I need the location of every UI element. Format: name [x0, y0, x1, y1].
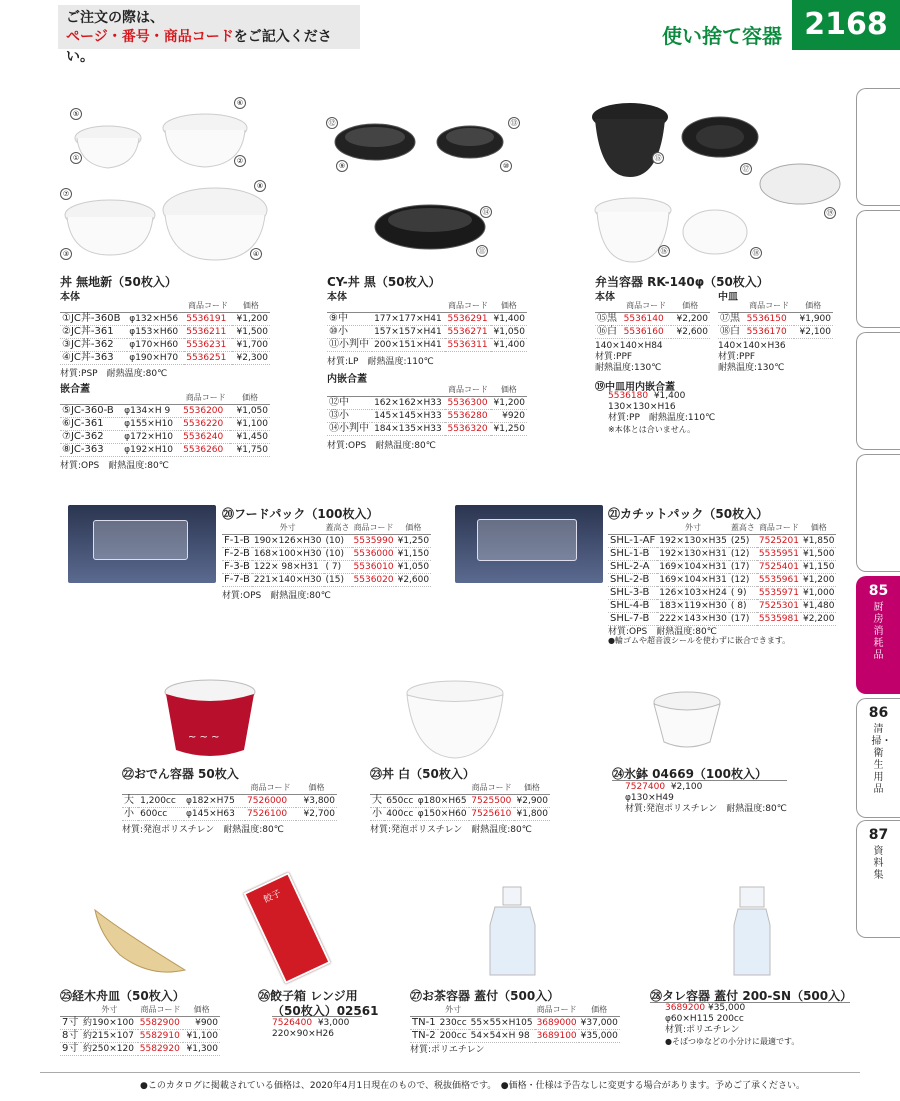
- s2-sub-lid: 内嵌合蓋: [327, 374, 367, 385]
- table-row: ⑪小判中 200×151×H41 5536311 ¥1,400: [329, 339, 525, 350]
- s3-heat2: 耐熱温度:130℃: [718, 363, 785, 373]
- s28-note: ●そばつゆなどの小分けに最適です。: [665, 1037, 800, 1046]
- kachitto-pack-image: [455, 505, 603, 583]
- s26-title1: ㉖餃子箱 レンジ用: [258, 989, 358, 1003]
- s28-price: ¥35,000: [707, 1003, 746, 1013]
- table-row: ⑰黒 5536150 ¥1,900: [720, 313, 831, 324]
- tab-blank-3[interactable]: [856, 332, 900, 450]
- s2-table: 商品コード 価格 ⑨中 177×177×H41 5536291 ¥1,400 ⑩小 157×157×H41 5536271 ¥1,050 ⑪小判中 200×151×H41 5536311 ¥1,400: [329, 301, 525, 350]
- tab-87-num: 87: [868, 827, 889, 843]
- tab-blank-4[interactable]: [856, 454, 900, 572]
- gyoza-box-image: [243, 872, 331, 984]
- s3-sub-mid: 中皿: [718, 292, 738, 303]
- s23-table: 商品コード 価格 大 650cc φ180×H65 7525500 ¥2,900 小 400cc φ150×H60 7525610 ¥1,800: [372, 783, 548, 819]
- footer-rule: [40, 1072, 860, 1073]
- s20-material: 材質:OPS 耐熱温度:80℃: [222, 591, 331, 601]
- marker-4: ④: [250, 248, 262, 260]
- s26-size: 220×90×H26: [272, 1029, 334, 1039]
- s24-title: ㉔氷鉢 04669（100枚入）: [612, 767, 767, 781]
- s2-sub-body: 本体: [327, 292, 347, 303]
- s3-lid-price: ¥1,400: [653, 391, 686, 401]
- table-row: SHL-3-B 126×103×H24 ( 9) 5535971 ¥1,000: [610, 587, 835, 598]
- category-title: 使い捨て容器: [662, 24, 782, 48]
- white-bowl-image: [400, 678, 510, 763]
- s2-lid-material: 材質:OPS 耐熱温度:80℃: [327, 441, 436, 451]
- table-row: 小 400cc φ150×H60 7525610 ¥1,800: [372, 808, 548, 819]
- notice-rest: をご記入ください。: [66, 29, 332, 65]
- s21-table: 外寸 蓋高さ 商品コード 価格 SHL-1-AF 192×130×H35 (25) 7525201 ¥1,850 SHL-1-B 192×130×H31 (12) 5535951 ¥1,500 SHL-2-A 169×104×H31 (17) 7525401 ¥1,150 SHL-2-B 169×104×H31 (12) 5535961 ¥1,200 SHL-3-B 126×103×H24 ( 9) 5535971 ¥1,000 SHL-4-B 183×119×H30 ( 8) 7525301 ¥1,480 SHL-7-B 222×143×H30 (17) 5535981 ¥2,200: [610, 523, 835, 624]
- table-row: 9寸 約250×120 5582920 ¥1,300: [62, 1043, 218, 1054]
- table-row: F-2-B 168×100×H30 (10) 5536000 ¥1,150: [224, 548, 430, 559]
- s25-title: ㉕経木舟皿（50枚入）: [60, 989, 185, 1003]
- table-row: ⑱白 5536170 ¥2,100: [720, 326, 831, 337]
- s3-lid-note: ※本体とは合いません。: [608, 425, 696, 434]
- table-row: ⑮黒 5536140 ¥2,200: [597, 313, 708, 324]
- table-row: ⑬小 145×145×H33 5536280 ¥920: [329, 410, 525, 421]
- marker-8: ⑧: [254, 180, 266, 192]
- marker-19: ⑲: [824, 207, 836, 219]
- marker-5: ⑤: [70, 108, 82, 120]
- table-row: 7寸 約190×100 5582900 ¥900: [62, 1017, 218, 1028]
- s24-code: 7527400: [625, 782, 666, 792]
- s3-table: 商品コード 価格 ⑮黒 5536140 ¥2,200 ⑯白 5536160 ¥2,600: [597, 301, 708, 337]
- marker-12: ⑫: [326, 117, 338, 129]
- s3-mat2: 材質:PPF: [718, 352, 756, 362]
- s3-mid-table: 商品コード 価格 ⑰黒 5536150 ¥1,900 ⑱白 5536170 ¥2,100: [720, 301, 831, 337]
- table-row: ③JC丼-362 φ170×H60 5536231 ¥1,700: [62, 339, 268, 350]
- table-row: ⑩小 157×157×H41 5536271 ¥1,050: [329, 326, 525, 337]
- s3-title: 弁当容器 RK-140φ（50枚入）: [595, 275, 769, 289]
- s26-rule: [272, 1016, 362, 1017]
- s21-note: ●輪ゴムや超音波シールを使わずに嵌合できます。: [608, 636, 791, 645]
- s23-material: 材質:発泡ポリスチレン 耐熱温度:80℃: [370, 825, 532, 835]
- tab-86-label: 清掃・衛生用品: [871, 724, 892, 795]
- s2-lid-table: 商品コード 価格 ⑫中 162×162×H33 5536300 ¥1,200 ⑬小 145×145×H33 5536280 ¥920 ⑭小判中 184×135×H33 5536320 ¥1,250: [329, 385, 525, 434]
- tab-86[interactable]: [856, 698, 900, 818]
- s24-price: ¥2,100: [670, 782, 703, 792]
- s3-sub-lid: ⑲中皿用内嵌合蓋: [595, 382, 675, 393]
- table-row: F-7-B 221×140×H30 (15) 5536020 ¥2,600: [224, 574, 430, 585]
- footer-note: ●このカタログに掲載されている価格は、2020年4月1日現在のもので、税抜価格です。 ●価格・仕様は予告なしに変更する場合があります。予めご了承ください。: [140, 1081, 805, 1091]
- marker-14: ⑭: [480, 206, 492, 218]
- svg-text:~ ~ ~: ~ ~ ~: [188, 732, 220, 743]
- table-row: SHL-2-B 169×104×H31 (12) 5535961 ¥1,200: [610, 574, 835, 585]
- table-row: SHL-4-B 183×119×H30 ( 8) 7525301 ¥1,480: [610, 600, 835, 611]
- table-row: 大 650cc φ180×H65 7525500 ¥2,900: [372, 795, 548, 806]
- table-row: SHL-1-AF 192×130×H35 (25) 7525201 ¥1,850: [610, 535, 835, 546]
- s21-material: 材質:OPS 耐熱温度:80℃: [608, 627, 717, 637]
- notice-line1: ご注文の際は、: [66, 10, 164, 26]
- s3-size2: 140×140×H36: [718, 341, 786, 351]
- gyoza-box-text: 餃子: [262, 888, 283, 906]
- s2-title: CY-丼 黒（50枚入）: [327, 275, 441, 289]
- s28-title: ㉘タレ容器 蓋付 200-SN（500入）: [650, 989, 853, 1003]
- s27-table: 外寸 商品コード 価格 TN-1 230cc 55×55×H105 3689000 ¥37,000 TN-2 200cc 54×54×H 98 3689100 ¥35,000: [412, 1005, 618, 1041]
- table-row: SHL-7-B 222×143×H30 (17) 5535981 ¥2,200: [610, 613, 835, 624]
- s20-table: 外寸 蓋高さ 商品コード 価格 F-1-B 190×126×H30 (10) 5535990 ¥1,250 F-2-B 168×100×H30 (10) 5536000 ¥1,150 F-3-B 122× 98×H31 ( 7) 5536010 ¥1,050 F-7-B 221×140×H30 (15) 5536020 ¥2,600: [224, 523, 430, 585]
- s1-sub-lid: 嵌合蓋: [60, 384, 90, 395]
- table-row: ⑧JC-363 φ192×H10 5536260 ¥1,750: [62, 444, 268, 455]
- s3-lid-mat: 材質:PP 耐熱温度:110℃: [608, 413, 716, 423]
- s26-title2: （50枚入）02561: [272, 1004, 379, 1018]
- table-row: TN-1 230cc 55×55×H105 3689000 ¥37,000: [412, 1017, 618, 1028]
- page-number: 2168: [792, 0, 900, 50]
- s24-material: 材質:発泡ポリスチレン 耐熱温度:80℃: [625, 804, 787, 814]
- bento-container-images: [585, 92, 850, 267]
- s1-title: 丼 無地新（50枚入）: [60, 275, 177, 289]
- s23-title: ㉓丼 白（50枚入）: [370, 767, 475, 781]
- tab-87-label: 資料集: [873, 846, 884, 881]
- marker-10: ⑩: [500, 160, 512, 172]
- tab-86-num: 86: [868, 705, 889, 721]
- s3-sub-body: 本体: [595, 292, 615, 303]
- table-row: ⑫中 162×162×H33 5536300 ¥1,200: [329, 397, 525, 408]
- s28-size: φ60×H115 200cc: [665, 1014, 744, 1024]
- s26-price: ¥3,000: [317, 1018, 350, 1028]
- s22-material: 材質:発泡ポリスチレン 耐熱温度:80℃: [122, 825, 284, 835]
- s3-lid-code: 5536180: [608, 391, 649, 401]
- tea-container-image: [485, 885, 540, 980]
- tab-85-num: 85: [868, 583, 889, 599]
- table-row: 大 1,200cc φ182×H75 7526000 ¥3,800: [124, 795, 335, 806]
- marker-13: ⑬: [508, 117, 520, 129]
- table-row: ⑤JC-360-B φ134×H 9 5536200 ¥1,050: [62, 405, 268, 416]
- marker-11: ⑪: [476, 245, 488, 257]
- s20-title: ⑳フードパック（100枚入）: [222, 507, 379, 521]
- marker-3: ③: [60, 248, 72, 260]
- table-row: 8寸 約215×107 5582910 ¥1,100: [62, 1030, 218, 1041]
- s27-material: 材質:ポリエチレン: [410, 1045, 485, 1055]
- s2-material: 材質:LP 耐熱温度:110℃: [327, 357, 434, 367]
- table-row: ②JC丼-361 φ153×H60 5536211 ¥1,500: [62, 326, 268, 337]
- s24-size: φ130×H49: [625, 793, 674, 803]
- table-row: ⑯白 5536160 ¥2,600: [597, 326, 708, 337]
- marker-1: ①: [70, 152, 82, 164]
- bowl-black-images: [330, 112, 520, 262]
- s1-sub-body: 本体: [60, 292, 80, 303]
- table-row: ①JC丼-360B φ132×H56 5536191 ¥1,200: [62, 313, 268, 324]
- s3-size1: 140×140×H84: [595, 341, 663, 351]
- tab-87[interactable]: [856, 820, 900, 938]
- food-pack-image: [68, 505, 216, 583]
- s28-code: 3689200: [665, 1003, 706, 1013]
- tab-blank-2[interactable]: [856, 210, 900, 328]
- s1-material: 材質:PSP 耐熱温度:80℃: [60, 369, 168, 379]
- table-row: ⑥JC-361 φ155×H10 5536220 ¥1,100: [62, 418, 268, 429]
- tab-85[interactable]: [856, 576, 900, 694]
- s24-rule: [612, 780, 787, 781]
- marker-6: ⑥: [234, 97, 246, 109]
- marker-18: ⑱: [750, 247, 762, 259]
- table-row: F-3-B 122× 98×H31 ( 7) 5536010 ¥1,050: [224, 561, 430, 572]
- table-row: SHL-1-B 192×130×H31 (12) 5535951 ¥1,500: [610, 548, 835, 559]
- table-row: ⑦JC-362 φ172×H10 5536240 ¥1,450: [62, 431, 268, 442]
- table-row: F-1-B 190×126×H30 (10) 5535990 ¥1,250: [224, 535, 430, 546]
- marker-2: ②: [234, 155, 246, 167]
- table-row: ⑨中 177×177×H41 5536291 ¥1,400: [329, 313, 525, 324]
- marker-15: ⑮: [652, 152, 664, 164]
- s22-title: ㉒おでん容器 50枚入: [122, 767, 239, 781]
- order-notice: [58, 5, 360, 65]
- marker-17: ⑰: [740, 163, 752, 175]
- s27-title: ㉗お茶容器 蓋付（500入）: [410, 989, 560, 1003]
- s26-code: 7526400: [272, 1018, 313, 1028]
- table-row: SHL-2-A 169×104×H31 (17) 7525401 ¥1,150: [610, 561, 835, 572]
- table-row: ④JC丼-363 φ190×H70 5536251 ¥2,300: [62, 352, 268, 363]
- notice-red-text: ページ・番号・商品コード: [66, 29, 234, 45]
- wood-boat-plate-image: [90, 900, 190, 980]
- s3-lid-size: 130×130×H16: [608, 402, 676, 412]
- sauce-container-image: [730, 885, 775, 980]
- oden-container-image: [160, 678, 260, 763]
- tab-blank-1[interactable]: [856, 88, 900, 206]
- s25-table: 外寸 商品コード 価格 7寸 約190×100 5582900 ¥900 8寸 約215×107 5582910 ¥1,100 9寸 約250×120 5582920 ¥1,300: [62, 1005, 218, 1054]
- s3-heat1: 耐熱温度:130℃: [595, 363, 662, 373]
- s21-title: ㉑カチットパック（50枚入）: [608, 507, 769, 521]
- s1-lid-material: 材質:OPS 耐熱温度:80℃: [60, 461, 169, 471]
- table-row: TN-2 200cc 54×54×H 98 3689100 ¥35,000: [412, 1030, 618, 1041]
- s3-mat1: 材質:PPF: [595, 352, 633, 362]
- s28-material: 材質:ポリエチレン: [665, 1025, 740, 1035]
- bowl-white-images: [55, 95, 275, 265]
- ice-bowl-image: [650, 690, 725, 755]
- tab-85-label: 厨房消耗品: [873, 602, 884, 661]
- table-row: ⑭小判中 184×135×H33 5536320 ¥1,250: [329, 423, 525, 434]
- s1-lid-table: 商品コード 価格 ⑤JC-360-B φ134×H 9 5536200 ¥1,050 ⑥JC-361 φ155×H10 5536220 ¥1,100 ⑦JC-362 φ172×H10 5536240 ¥1,450 ⑧JC-363 φ192×H10 5536260 ¥1,750: [62, 393, 268, 455]
- marker-16: ⑯: [658, 245, 670, 257]
- table-row: 小 600cc φ145×H63 7526100 ¥2,700: [124, 808, 335, 819]
- marker-7: ⑦: [60, 188, 72, 200]
- marker-9: ⑨: [336, 160, 348, 172]
- s22-table: 商品コード 価格 大 1,200cc φ182×H75 7526000 ¥3,800 小 600cc φ145×H63 7526100 ¥2,700: [124, 783, 335, 819]
- s1-table: 商品コード 価格 ①JC丼-360B φ132×H56 5536191 ¥1,200 ②JC丼-361 φ153×H60 5536211 ¥1,500 ③JC丼-362 φ170×H60 5536231 ¥1,700 ④JC丼-363 φ190×H70 5536251 ¥2,300: [62, 301, 268, 363]
